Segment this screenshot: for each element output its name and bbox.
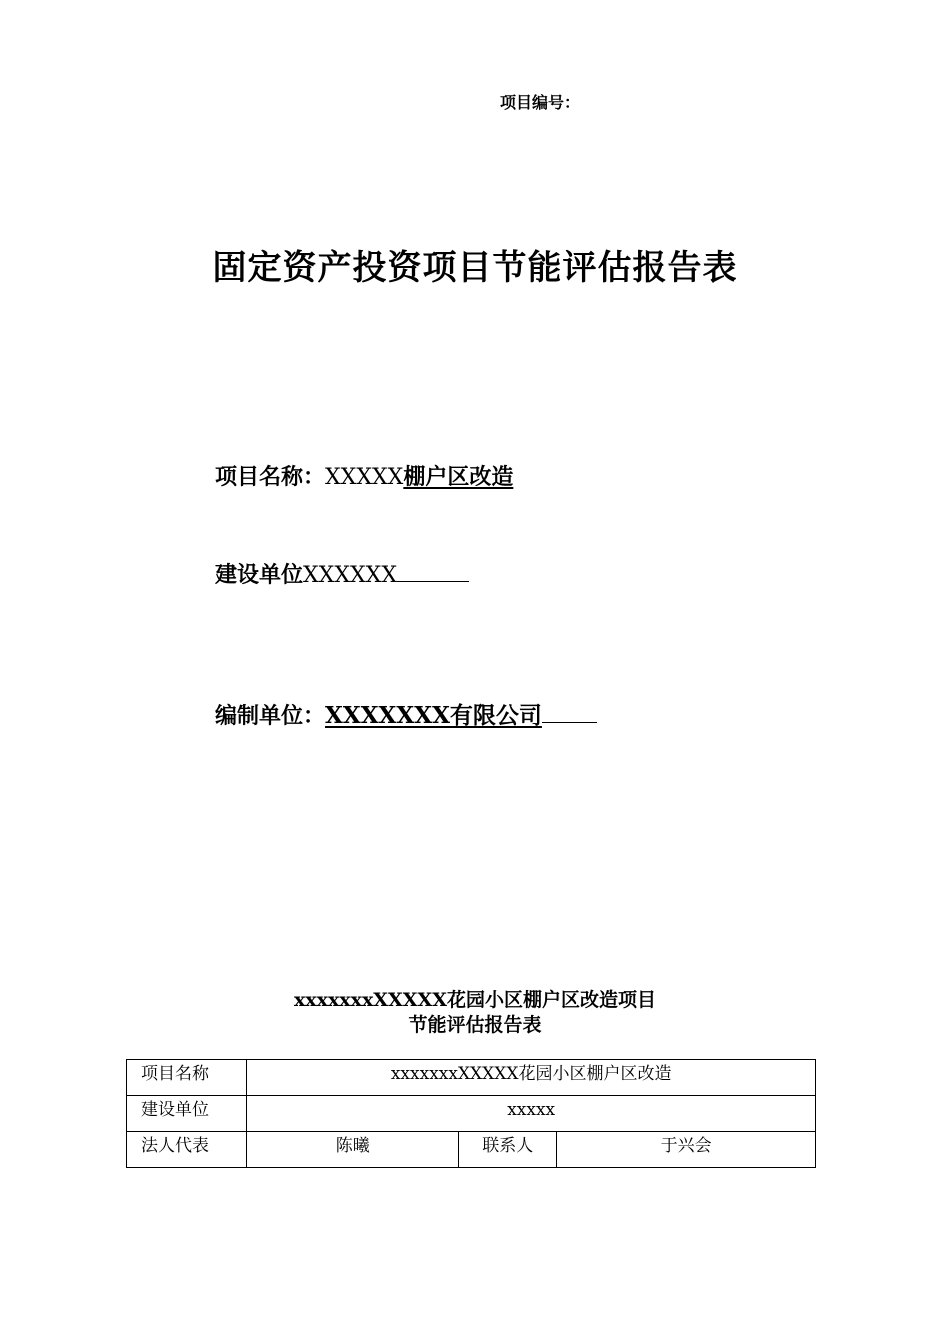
construction-unit-value: XXXXXX: [303, 563, 397, 588]
report-title-line2: 节能评估报告表: [408, 1014, 542, 1036]
construction-unit-cell-value: xxxxx: [247, 1096, 816, 1132]
report-title-line1: xxxxxxxXXXXX花园小区棚户区改造项目: [293, 989, 656, 1011]
page-title: 固定资产投资项目节能评估报告表: [212, 248, 738, 288]
construction-unit-cell-label: 建设单位: [127, 1096, 247, 1132]
construction-unit-blank-line: [397, 559, 469, 582]
project-name-value-underlined: 棚户区改造: [403, 465, 514, 490]
project-name-cell-value: xxxxxxxXXXXX花园小区棚户区改造: [247, 1060, 816, 1096]
project-name-label: 项目名称：: [215, 465, 326, 490]
prepared-by-blank-line: [542, 700, 597, 723]
report-info-table: [126, 1059, 816, 1168]
prepared-by-value: XXXXXXX有限公司: [325, 702, 542, 729]
construction-unit-field: [215, 558, 469, 589]
contact-cell-value: 于兴会: [557, 1132, 816, 1168]
legal-rep-cell-value: 陈曦: [247, 1132, 459, 1168]
table-row: [127, 1132, 816, 1168]
project-number-label: 项目编号：: [500, 93, 581, 112]
prepared-by-field: [215, 697, 597, 730]
table-row: [127, 1096, 816, 1132]
project-name-cell-label: 项目名称: [127, 1060, 247, 1096]
construction-unit-label: 建设单位: [215, 563, 304, 588]
project-name-value-plain: XXXXX: [325, 465, 404, 490]
table-row: [127, 1060, 816, 1096]
prepared-by-label: 编制单位：: [215, 704, 326, 729]
contact-cell-label: 联系人: [459, 1132, 557, 1168]
legal-rep-cell-label: 法人代表: [127, 1132, 247, 1168]
project-name-field: [215, 460, 513, 491]
